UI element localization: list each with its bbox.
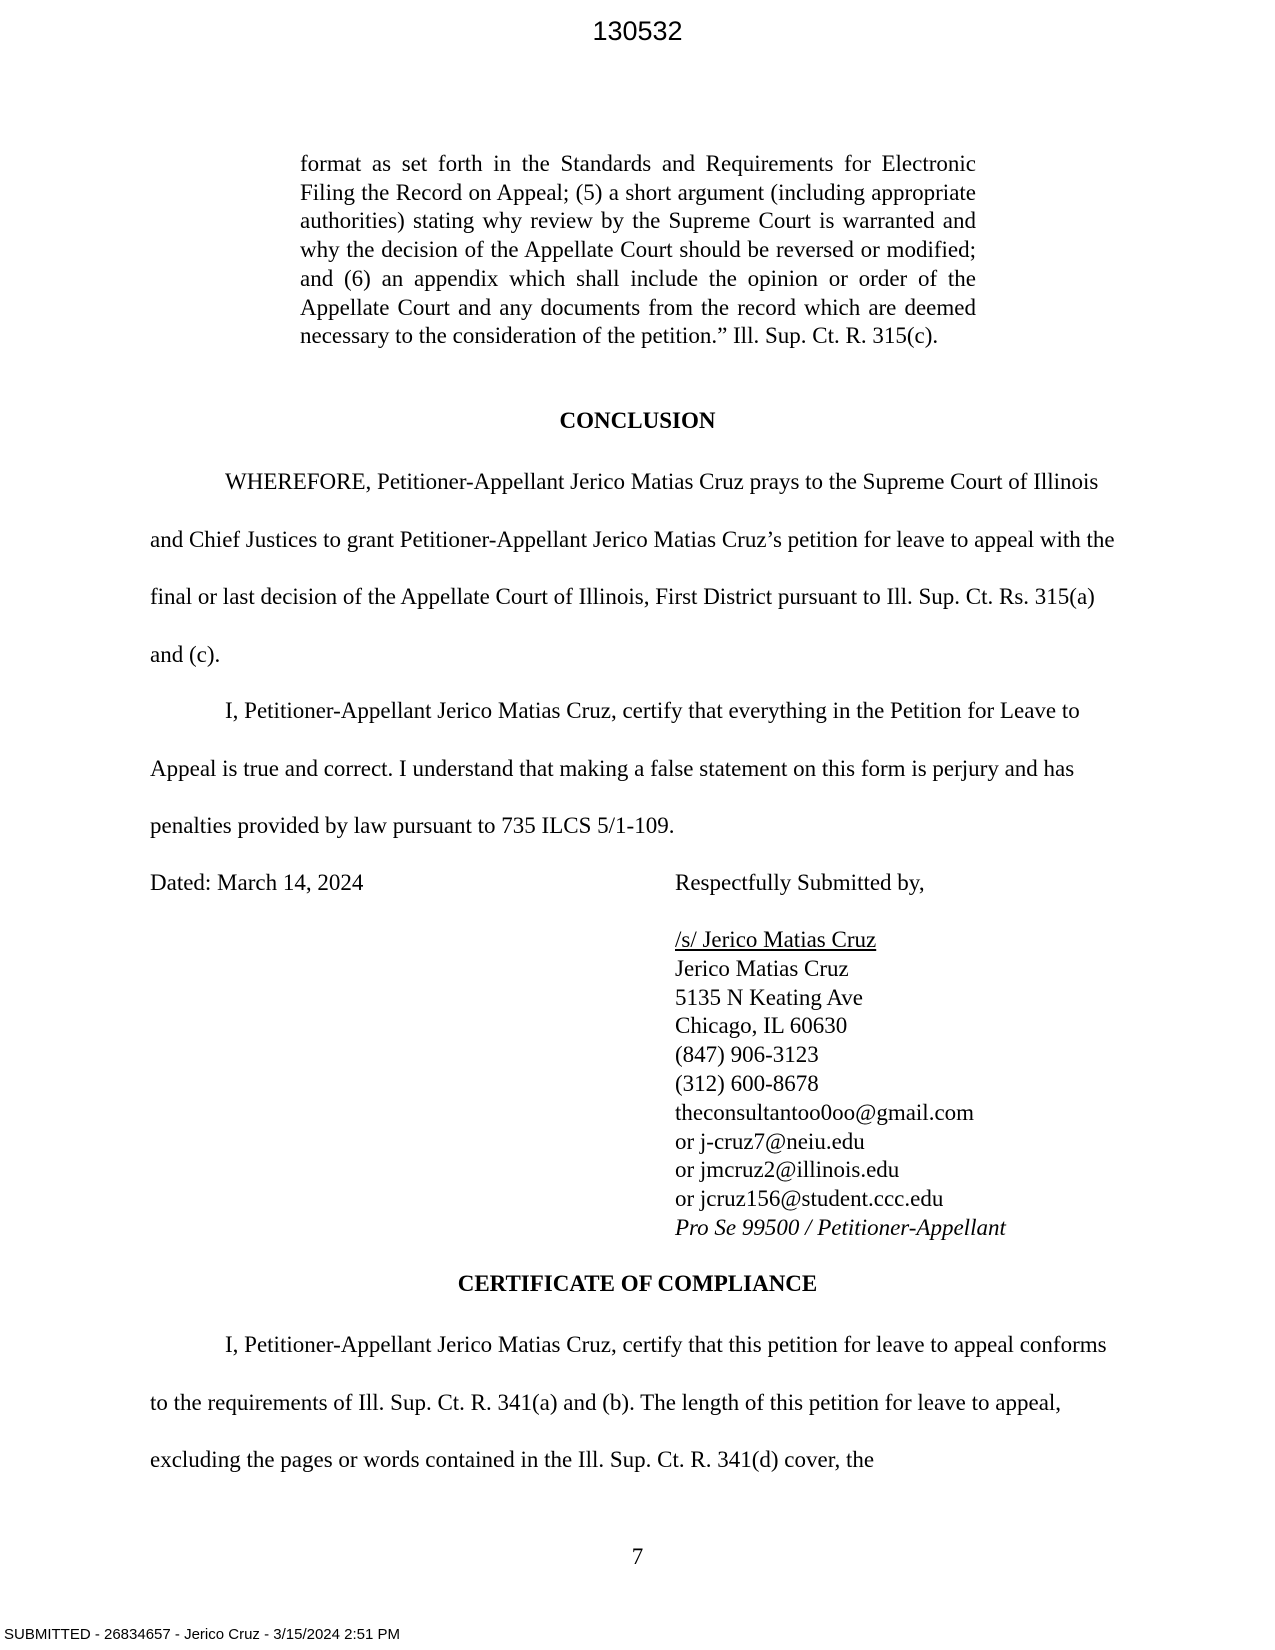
phone-number: (847) 906-3123 [675,1042,819,1068]
city-state-zip: Chicago, IL 60630 [675,1013,848,1039]
wherefore-paragraph: WHEREFORE, Petitioner-Appellant Jerico Matias Cruz prays to the Supreme Court of Illinois and Chief Justices to grant Petitioner-Appellant Jerico Matias Cruz’s petition for leave to appeal with the final or last decision of the Appellate Court of Illinois, First District pursuant to Ill. Sup. Ct. Rs. 315(a) and (c). [150,469,1115,667]
party-role: Pro Se 99500 / Petitioner-Appellant [675,1214,1006,1240]
compliance-paragraph: I, Petitioner-Appellant Jerico Matias Cruz, certify that this petition for leave to appeal conforms to the requirements of Ill. Sup. Ct. R. 341(a) and (b). The length of this petition for leave to appeal, excluding the pages or words contained in the Ill. Sup. Ct. R. 341(d) cover, the [150,1332,1107,1472]
email-address: or j-cruz7@neiu.edu [675,1128,865,1154]
conclusion-heading: CONCLUSION [559,408,716,433]
email-address: theconsultantoo0oo@gmail.com [675,1099,975,1125]
email-address: or jmcruz2@illinois.edu [675,1157,900,1183]
dated-line: Dated: March 14, 2024 [150,870,364,895]
phone-number: (312) 600-8678 [675,1070,819,1096]
certification-paragraph: I, Petitioner-Appellant Jerico Matias Cruz, certify that everything in the Petition for Leave to Appeal is true and correct. I understand that making a false statement on this form is perjury and has penalties provided by law pursuant to 735 ILCS 5/1-109. [150,698,1080,838]
signature-block [675,926,1006,1243]
respectfully-submitted-line: Respectfully Submitted by, [675,870,925,895]
submission-stamp: SUBMITTED - 26834657 - Jerico Cruz - 3/15/2024 2:51 PM [4,1626,401,1643]
compliance-heading: CERTIFICATE OF COMPLIANCE [457,1271,818,1296]
document-number: 130532 [592,16,683,46]
street-address: 5135 N Keating Ave [675,984,864,1010]
signer-name: Jerico Matias Cruz [675,955,849,981]
rule-quote-paragraph: format as set forth in the Standards and Requirements for Electronic Filing the Record on Appeal; (5) a short argument (including appropriate authorities) stating why review by the Supreme Court is warranted and why the decision of the Appellate Court should be reversed or modified; and (6) an appendix which shall include the opinion or order of the Appellate Court and any documents from the record which are deemed necessary to the consideration of the petition.” Ill. Sup. Ct. R. 315(c). [300,151,976,349]
electronic-signature: /s/ Jerico Matias Cruz [675,927,877,952]
page-number: 7 [631,1544,644,1569]
email-address: or jcruz156@student.ccc.edu [675,1186,944,1212]
